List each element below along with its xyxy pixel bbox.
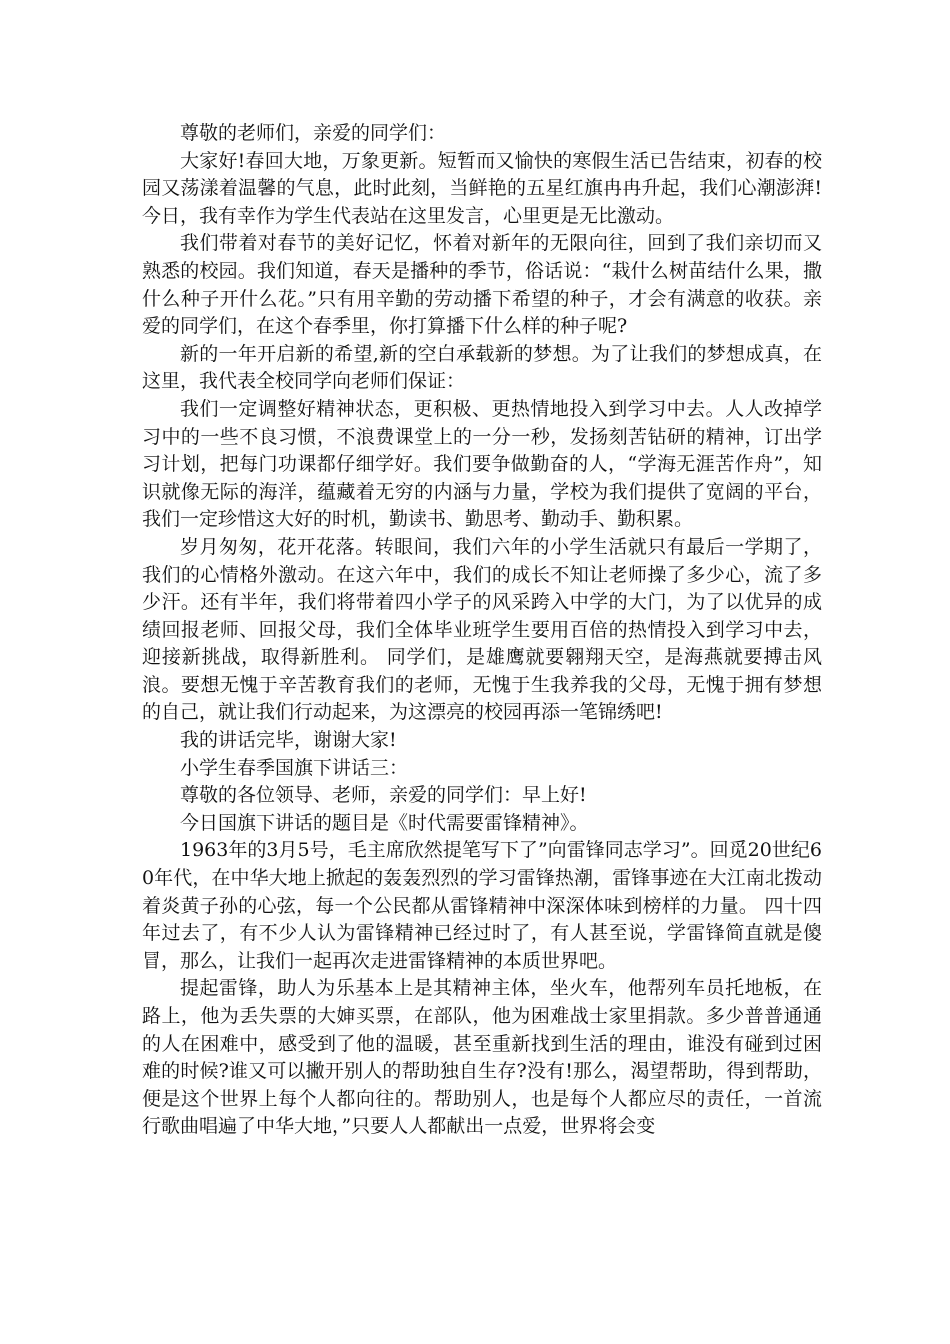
section-heading: 小学生春季国旗下讲话三： [180, 756, 409, 779]
paragraph-lei-feng-history: 1963年的3月5号，毛主席欣然提笔写下了”向雷锋同志学习”。回觅20世纪60年代，在中华大地上掀起的轰轰烈烈的学习雷锋热潮，雷锋事迹在大江南北拨动着炎黄子孙的心弦，每一个公民都从雷锋精神中深深体味到榜样的力量。 四十四年过去了，有不少人认为雷锋精神已经过时了，有人甚至说，学雷锋简直就是傻冒，那么，让我们一起再次走进雷锋精神的本质世界吧。 [142, 839, 822, 972]
paragraph-spring: 我们带着对春节的美好记忆，怀着对新年的无限向往，回到了我们亲切而又熟悉的校园。我们知道，春天是播种的季节，俗话说：“栽什么树苗结什么果，撒什么种子开什么花。”只有用辛勤的劳动播下希望的种子，才会有满意的收获。亲爱的同学们，在这个春季里，你打算播下什么样的种子呢? [142, 232, 822, 338]
paragraph-opening: 大家好!春回大地，万象更新。短暂而又愉快的寒假生活已告结束，初春的校园又荡漾着温馨的气息，此时此刻，当鲜艳的五星红旗冉冉升起，我们心潮澎湃!今日，我有幸作为学生代表站在这里发言，心里更是无比激动。 [142, 149, 822, 227]
paragraph-topic: 今日国旗下讲话的题目是《时代需要雷锋精神》。 [180, 811, 589, 834]
paragraph-graduation: 岁月匆匆，花开花落。转眼间，我们六年的小学生活就只有最后一学期了，我们的心情格外激动。在这六年中，我们的成长不知让老师操了多少心，流了多少汗。还有半年，我们将带着四小学子的风采跨入中学的大门，为了以优异的成绩回报老师、回报父母，我们全体毕业班学生要用百倍的热情投入到学习中去，迎接新挑战，取得新胜利。 同学们，是雄鹰就要翱翔天空，是海燕就要搏击风浪。要想无愧于辛苦教育我们的老师，无愧于生我养我的父母，无愧于拥有梦想的自己，就让我们行动起来，为这漂亮的校园再添一笔锦绣吧! [142, 535, 822, 724]
document-body [142, 120, 822, 1141]
paragraph-greeting: 尊敬的老师们，亲爱的同学们： [180, 122, 447, 144]
paragraph-lei-feng-spirit: 提起雷锋，助人为乐基本上是其精神主体，坐火车，他帮列车员托地板，在路上，他为丢失票的大婶买票，在部队，他为困难战士家里捐款。多少普普通通的人在困难中，感受到了他的温暖，甚至重新找到生活的理由，谁没有碰到过困难的时候?谁又可以撇开别人的帮助独自生存?没有!那么，渴望帮助，得到帮助，便是这个世界上每个人都向往的。帮助别人，也是每个人都应尽的责任，一首流行歌曲唱遍了中华大地，”只要人人都献出一点爱，世界将会变 [142, 977, 822, 1138]
paragraph-greeting-2: 尊敬的各位领导、老师，亲爱的同学们：早上好! [180, 784, 587, 807]
paragraph-new-year: 新的一年开启新的希望,新的空白承载新的梦想。为了让我们的梦想成真，在这里，我代表全校同学向老师们保证： [142, 342, 822, 393]
paragraph-pledge: 我们一定调整好精神状态，更积极、更热情地投入到学习中去。人人改掉学习中的一些不良习惯，不浪费课堂上的一分一秒，发扬刻苦钻研的精神，订出学习计划，把每门功课都仔细学好。我们要争做勤奋的人，“学海无涯苦作舟”，知识就像无际的海洋，蕴藏着无穷的内涵与力量，学校为我们提供了宽阔的平台，我们一定珍惜这大好的时机，勤读书、勤思考、勤动手、勤积累。 [142, 397, 822, 531]
paragraph-closing: 我的讲话完毕，谢谢大家! [180, 729, 397, 752]
